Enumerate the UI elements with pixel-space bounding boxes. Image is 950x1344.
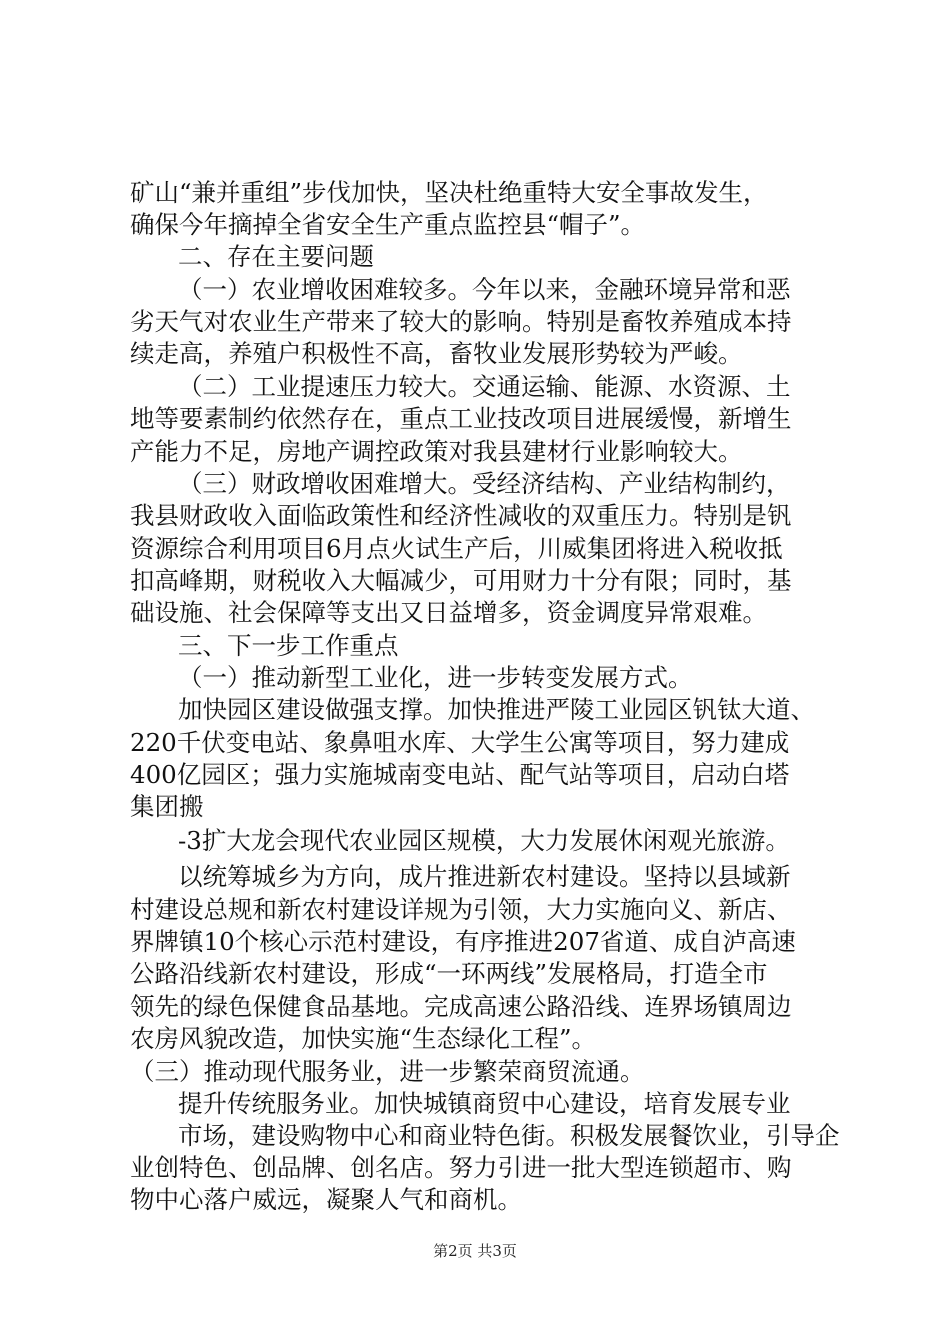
paragraph-line: （三）财政增收困难增大。受经济结构、产业结构制约， bbox=[178, 469, 791, 498]
paragraph-line: 公路沿线新农村建设，形成“一环两线”发展格局，打造全市 bbox=[130, 959, 768, 988]
paragraph-line: 我县财政收入面临政策性和经济性减收的双重压力。特别是钒 bbox=[130, 501, 792, 530]
paragraph-line: 加快园区建设做强支撑。加快推进严陵工业园区钒钛大道、 bbox=[178, 695, 815, 724]
section-heading: 二、存在主要问题 bbox=[178, 242, 374, 271]
paragraph-line: 础设施、社会保障等支出又日益增多，资金调度异常艰难。 bbox=[130, 598, 767, 627]
paragraph-line: 以统筹城乡为方向，成片推进新农村建设。坚持以县域新 bbox=[178, 862, 791, 891]
section-heading: 三、下一步工作重点 bbox=[178, 631, 399, 660]
paragraph-line: 业创特色、创品牌、创名店。努力引进一批大型连锁超市、购 bbox=[130, 1153, 792, 1182]
paragraph-line: 220千伏变电站、象鼻咀水库、大学生公寓等项目，努力建成 bbox=[130, 728, 790, 757]
paragraph-line: 续走高，养殖户积极性不高，畜牧业发展形势较为严峻。 bbox=[130, 339, 743, 368]
paragraph-line: 界牌镇10个核心示范村建设，有序推进207省道、成自泸高速 bbox=[130, 927, 796, 956]
paragraph-line: 400亿园区；强力实施城南变电站、配气站等项目，启动白塔 bbox=[130, 760, 790, 789]
paragraph-line: 领先的绿色保健食品基地。完成高速公路沿线、连界场镇周边 bbox=[130, 992, 792, 1021]
paragraph-line: 农房风貌改造，加快实施“生态绿化工程”。 bbox=[130, 1024, 597, 1053]
paragraph-line: 劣天气对农业生产带来了较大的影响。特别是畜牧养殖成本持 bbox=[130, 307, 792, 336]
paragraph-line: 集团搬 bbox=[130, 792, 204, 821]
paragraph-line: （二）工业提速压力较大。交通运输、能源、水资源、土 bbox=[178, 372, 791, 401]
paragraph-line: （一）农业增收困难较多。今年以来，金融环境异常和恶 bbox=[178, 275, 791, 304]
paragraph-line: 物中心落户威远，凝聚人气和商机。 bbox=[130, 1185, 522, 1214]
paragraph-line: （三）推动现代服务业，进一步繁荣商贸流通。 bbox=[130, 1057, 645, 1086]
paragraph-line: 扣高峰期，财税收入大幅减少，可用财力十分有限；同时，基 bbox=[130, 566, 792, 595]
paragraph-line: 资源综合利用项目6月点火试生产后，川威集团将进入税收抵 bbox=[130, 534, 783, 563]
paragraph-line: -3扩大龙会现代农业园区规模，大力发展休闲观光旅游。 bbox=[178, 826, 790, 855]
paragraph-line: 市场，建设购物中心和商业特色街。积极发展餐饮业，引导企 bbox=[178, 1121, 840, 1150]
subsection-heading: （一）推动新型工业化，进一步转变发展方式。 bbox=[178, 663, 693, 692]
paragraph-line: 村建设总规和新农村建设详规为引领，大力实施向义、新店、 bbox=[130, 895, 792, 924]
paragraph-line: 地等要素制约依然存在，重点工业技改项目进展缓慢，新增生 bbox=[130, 404, 792, 433]
page-footer: 第2页 共3页 bbox=[433, 1242, 517, 1260]
paragraph-line: 产能力不足，房地产调控政策对我县建材行业影响较大。 bbox=[130, 437, 743, 466]
paragraph-line: 确保今年摘掉全省安全生产重点监控县“帽子”。 bbox=[130, 210, 646, 239]
subsection-heading: 提升传统服务业。加快城镇商贸中心建设，培育发展专业 bbox=[178, 1089, 791, 1118]
paragraph-line: 矿山“兼并重组”步伐加快，坚决杜绝重特大安全事故发生， bbox=[130, 178, 768, 207]
